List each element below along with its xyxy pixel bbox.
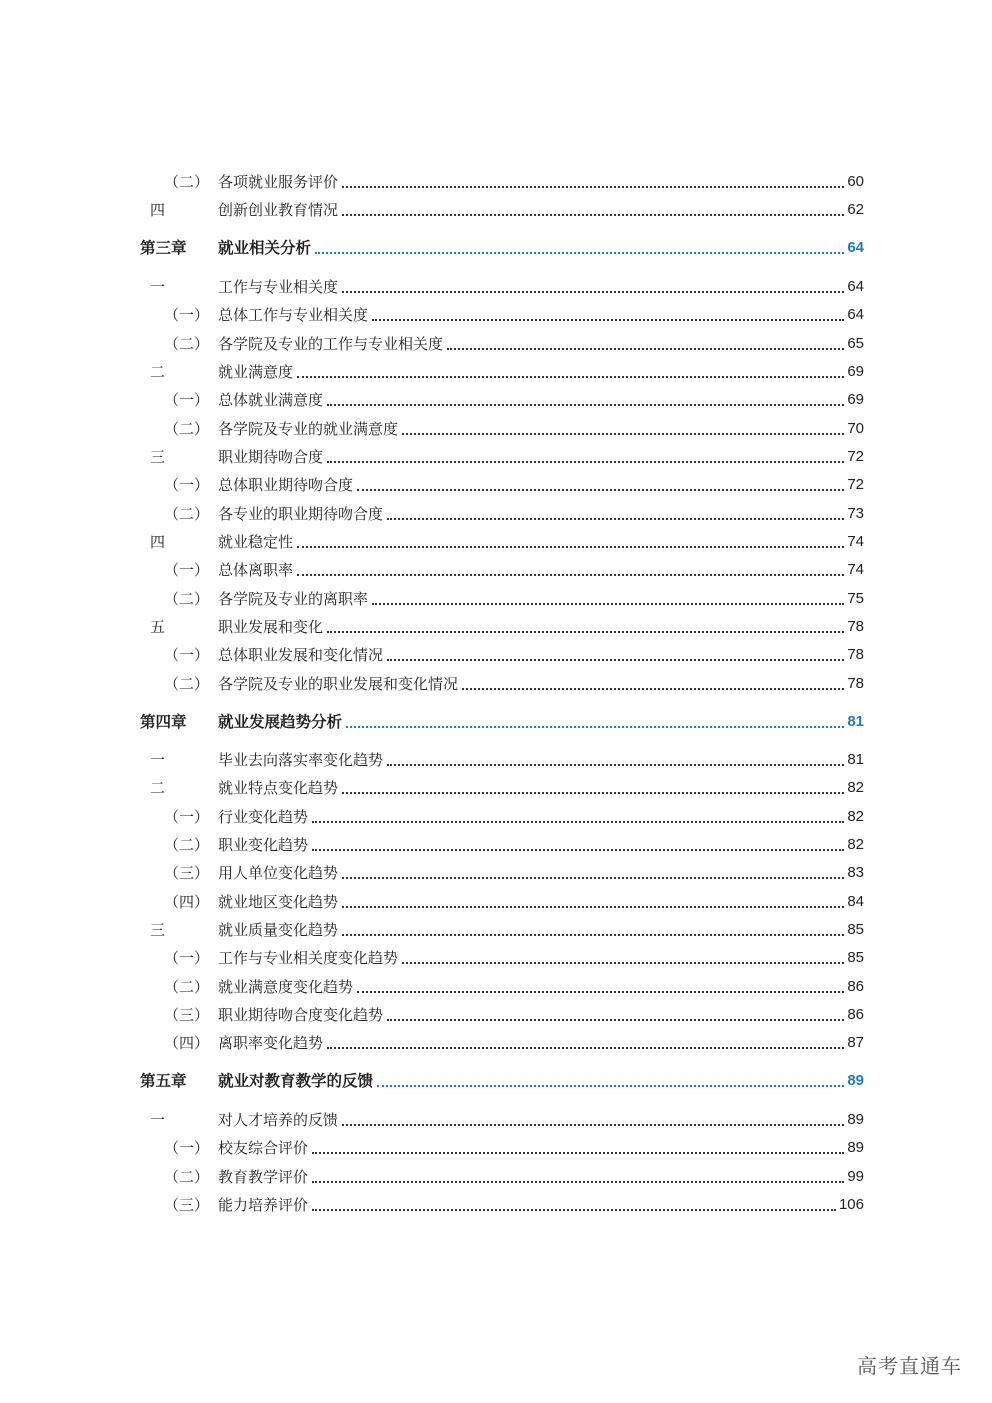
toc-entry-title: 各学院及专业的离职率 — [218, 590, 369, 608]
toc-entry[interactable] — [140, 615, 864, 639]
toc-entry-page-number: 84 — [847, 893, 864, 910]
toc-dot-leader — [297, 574, 844, 576]
toc-entry-number: （二） — [164, 505, 210, 523]
toc-entry[interactable] — [140, 861, 864, 885]
toc-entry[interactable] — [140, 776, 864, 800]
toc-entry-title: 对人才培养的反馈 — [218, 1111, 339, 1129]
toc-entry-page-number: 78 — [847, 646, 864, 663]
toc-chapter-entry[interactable] — [140, 236, 864, 260]
toc-entry-number: 第四章 — [140, 713, 187, 731]
toc-entry[interactable] — [140, 473, 864, 497]
toc-entry[interactable] — [140, 1136, 864, 1160]
toc-entry[interactable] — [140, 672, 864, 696]
toc-entry-number: 第三章 — [140, 239, 187, 257]
toc-entry-number: （一） — [164, 1139, 210, 1157]
toc-entry-number: （三） — [164, 1006, 210, 1024]
toc-dot-leader — [312, 1152, 844, 1154]
toc-entry-page-number: 87 — [847, 1034, 864, 1051]
toc-entry-number: （一） — [164, 306, 210, 324]
toc-entry[interactable] — [140, 275, 864, 299]
toc-dot-leader — [297, 376, 844, 378]
toc-entry-title: 总体工作与专业相关度 — [218, 306, 369, 324]
toc-dot-leader — [447, 348, 844, 350]
toc-entry-number: 五 — [150, 618, 166, 636]
toc-dot-leader — [402, 962, 844, 964]
toc-entry-page-number: 64 — [847, 278, 864, 295]
toc-entry[interactable] — [140, 1165, 864, 1189]
toc-entry[interactable] — [140, 303, 864, 327]
toc-entry[interactable] — [140, 360, 864, 384]
toc-entry-page-number: 69 — [847, 391, 864, 408]
toc-entry-title: 就业发展趋势分析 — [218, 713, 343, 731]
toc-dot-leader — [387, 1019, 844, 1021]
toc-entry-number: （二） — [164, 836, 210, 854]
toc-entry-title: 总体离职率 — [218, 561, 294, 579]
toc-entry-number: 第五章 — [140, 1072, 187, 1090]
toc-entry-title: 工作与专业相关度变化趋势 — [218, 949, 399, 967]
toc-dot-leader — [372, 603, 844, 605]
toc-dot-leader — [312, 821, 844, 823]
toc-entry-number: 一 — [150, 278, 166, 296]
toc-dot-leader — [327, 631, 844, 633]
toc-entry-number: （一） — [164, 561, 210, 579]
toc-dot-leader — [346, 726, 844, 728]
toc-entry-page-number: 65 — [847, 335, 864, 352]
toc-dot-leader — [387, 764, 844, 766]
toc-dot-leader — [342, 934, 844, 936]
toc-entry[interactable] — [140, 587, 864, 611]
toc-entry-title: 各专业的职业期待吻合度 — [218, 505, 384, 523]
toc-entry-page-number: 82 — [847, 836, 864, 853]
toc-entry-page-number: 64 — [847, 306, 864, 323]
toc-entry-number: 四 — [150, 201, 166, 219]
toc-entry-number: （二） — [164, 978, 210, 996]
toc-entry[interactable] — [140, 833, 864, 857]
toc-entry-title: 各学院及专业的工作与专业相关度 — [218, 335, 444, 353]
toc-entry-number: （二） — [164, 420, 210, 438]
toc-entry[interactable] — [140, 445, 864, 469]
toc-entry-page-number: 62 — [847, 201, 864, 218]
toc-entry-number: 四 — [150, 533, 166, 551]
toc-dot-leader — [297, 546, 844, 548]
toc-entry-number: （二） — [164, 675, 210, 693]
toc-entry-page-number: 69 — [847, 363, 864, 380]
toc-entry-number: （一） — [164, 808, 210, 826]
toc-entry-page-number: 72 — [847, 476, 864, 493]
toc-entry-title: 就业满意度变化趋势 — [218, 978, 354, 996]
toc-entry-page-number: 89 — [847, 1111, 864, 1128]
toc-entry[interactable] — [140, 805, 864, 829]
toc-chapter-entry[interactable] — [140, 710, 864, 734]
toc-entry-page-number: 73 — [847, 505, 864, 522]
toc-chapter-entry[interactable] — [140, 1069, 864, 1093]
toc-entry-title: 各项就业服务评价 — [218, 173, 339, 191]
toc-entry-title: 职业期待吻合度变化趋势 — [218, 1006, 384, 1024]
toc-entry-title: 职业发展和变化 — [218, 618, 324, 636]
toc-dot-leader — [387, 659, 844, 661]
toc-entry-number: （一） — [164, 391, 210, 409]
toc-entry[interactable] — [140, 1108, 864, 1132]
toc-dot-leader — [357, 991, 844, 993]
toc-entry-page-number: 86 — [847, 978, 864, 995]
toc-entry-title: 就业相关分析 — [218, 239, 312, 257]
toc-entry-page-number: 74 — [847, 561, 864, 578]
toc-entry[interactable] — [140, 558, 864, 582]
watermark-text: 高考直通车 — [857, 1354, 962, 1378]
toc-entry-page-number: 86 — [847, 1006, 864, 1023]
toc-entry[interactable] — [140, 332, 864, 356]
toc-dot-leader — [315, 252, 844, 254]
toc-entry-title: 用人单位变化趋势 — [218, 864, 339, 882]
toc-dot-leader — [327, 461, 844, 463]
toc-entry[interactable] — [140, 198, 864, 222]
toc-dot-leader — [377, 1085, 844, 1087]
toc-entry[interactable] — [140, 530, 864, 554]
toc-dot-leader — [312, 849, 844, 851]
toc-entry-page-number: 74 — [847, 533, 864, 550]
toc-entry-number: 二 — [150, 779, 166, 797]
toc-entry-title: 行业变化趋势 — [218, 808, 309, 826]
toc-entry-page-number: 82 — [847, 808, 864, 825]
toc-entry-page-number: 89 — [847, 1072, 864, 1089]
toc-entry[interactable] — [140, 417, 864, 441]
toc-entry-title: 总体就业满意度 — [218, 391, 324, 409]
toc-entry-number: 一 — [150, 1111, 166, 1129]
toc-dot-leader — [387, 518, 844, 520]
toc-entry-page-number: 75 — [847, 590, 864, 607]
toc-entry-number: （三） — [164, 864, 210, 882]
toc-entry[interactable] — [140, 975, 864, 999]
toc-entry-number: （四） — [164, 893, 210, 911]
toc-entry[interactable] — [140, 946, 864, 970]
toc-entry-title: 职业期待吻合度 — [218, 448, 324, 466]
toc-dot-leader — [342, 877, 844, 879]
toc-entry-number: 三 — [150, 921, 166, 939]
toc-entry-title: 职业变化趋势 — [218, 836, 309, 854]
toc-entry-number: （一） — [164, 476, 210, 494]
toc-entry-page-number: 99 — [847, 1168, 864, 1185]
toc-entry-title: 毕业去向落实率变化趋势 — [218, 751, 384, 769]
toc-dot-leader — [462, 688, 844, 690]
toc-entry-title: 总体职业发展和变化情况 — [218, 646, 384, 664]
toc-entry-title: 就业质量变化趋势 — [218, 921, 339, 939]
toc-entry-number: （一） — [164, 949, 210, 967]
toc-entry-title: 各学院及专业的就业满意度 — [218, 420, 399, 438]
toc-entry-title: 各学院及专业的职业发展和变化情况 — [218, 675, 459, 693]
toc-entry-page-number: 81 — [847, 751, 864, 768]
toc-entry-title: 工作与专业相关度 — [218, 278, 339, 296]
toc-entry-page-number: 83 — [847, 864, 864, 881]
toc-entry[interactable] — [140, 502, 864, 526]
toc-entry-page-number: 64 — [847, 239, 864, 256]
toc-entry-title: 能力培养评价 — [218, 1196, 309, 1214]
toc-entry-page-number: 72 — [847, 448, 864, 465]
toc-dot-leader — [402, 433, 844, 435]
toc-entry[interactable] — [140, 1031, 864, 1055]
toc-entry[interactable] — [140, 918, 864, 942]
toc-entry[interactable] — [140, 748, 864, 772]
toc-entry[interactable] — [140, 388, 864, 412]
toc-entry-title: 校友综合评价 — [218, 1139, 309, 1157]
toc-entry[interactable] — [140, 890, 864, 914]
toc-entry-number: 一 — [150, 751, 166, 769]
toc-entry-page-number: 60 — [847, 173, 864, 190]
toc-dot-leader — [327, 1047, 844, 1049]
toc-entry-number: 三 — [150, 448, 166, 466]
toc-entry-title: 就业稳定性 — [218, 533, 294, 551]
toc-dot-leader — [342, 792, 844, 794]
toc-entry-title: 就业特点变化趋势 — [218, 779, 339, 797]
toc-entry-page-number: 70 — [847, 420, 864, 437]
toc-entry-number: （一） — [164, 646, 210, 664]
toc-entry-page-number: 85 — [847, 949, 864, 966]
toc-dot-leader — [312, 1181, 844, 1183]
toc-dot-leader — [372, 319, 844, 321]
toc-entry-page-number: 78 — [847, 618, 864, 635]
toc-dot-leader — [312, 1209, 836, 1211]
toc-dot-leader — [342, 906, 844, 908]
toc-entry-title: 教育教学评价 — [218, 1168, 309, 1186]
toc-dot-leader — [327, 404, 844, 406]
toc-entry-number: （四） — [164, 1034, 210, 1052]
toc-entry-title: 总体职业期待吻合度 — [218, 476, 354, 494]
toc-dot-leader — [342, 214, 844, 216]
toc-entry[interactable] — [140, 643, 864, 667]
toc-entry-number: 二 — [150, 363, 166, 381]
toc-entry-page-number: 106 — [838, 1196, 864, 1213]
toc-entry-number: （二） — [164, 335, 210, 353]
toc-entry-title: 就业满意度 — [218, 363, 294, 381]
toc-dot-leader — [342, 1124, 844, 1126]
toc-entry-number: （二） — [164, 590, 210, 608]
toc-entry-number: （二） — [164, 173, 210, 191]
toc-entry-number: （二） — [164, 1168, 210, 1186]
toc-dot-leader — [357, 489, 844, 491]
toc-entry-page-number: 81 — [847, 713, 864, 730]
toc-entry-number: （三） — [164, 1196, 210, 1214]
toc-entry[interactable] — [140, 1003, 864, 1027]
toc-entry-page-number: 78 — [847, 675, 864, 692]
toc-entry-page-number: 82 — [847, 779, 864, 796]
toc-entry[interactable] — [140, 1193, 864, 1217]
toc-entry[interactable] — [140, 170, 864, 194]
toc-dot-leader — [342, 186, 844, 188]
toc-entry-page-number: 85 — [847, 921, 864, 938]
toc-dot-leader — [342, 291, 844, 293]
toc-entry-title: 就业对教育教学的反馈 — [218, 1072, 374, 1090]
toc-entry-page-number: 89 — [847, 1139, 864, 1156]
toc-entry-title: 就业地区变化趋势 — [218, 893, 339, 911]
toc-entry-title: 离职率变化趋势 — [218, 1034, 324, 1052]
toc-entry-title: 创新创业教育情况 — [218, 201, 339, 219]
